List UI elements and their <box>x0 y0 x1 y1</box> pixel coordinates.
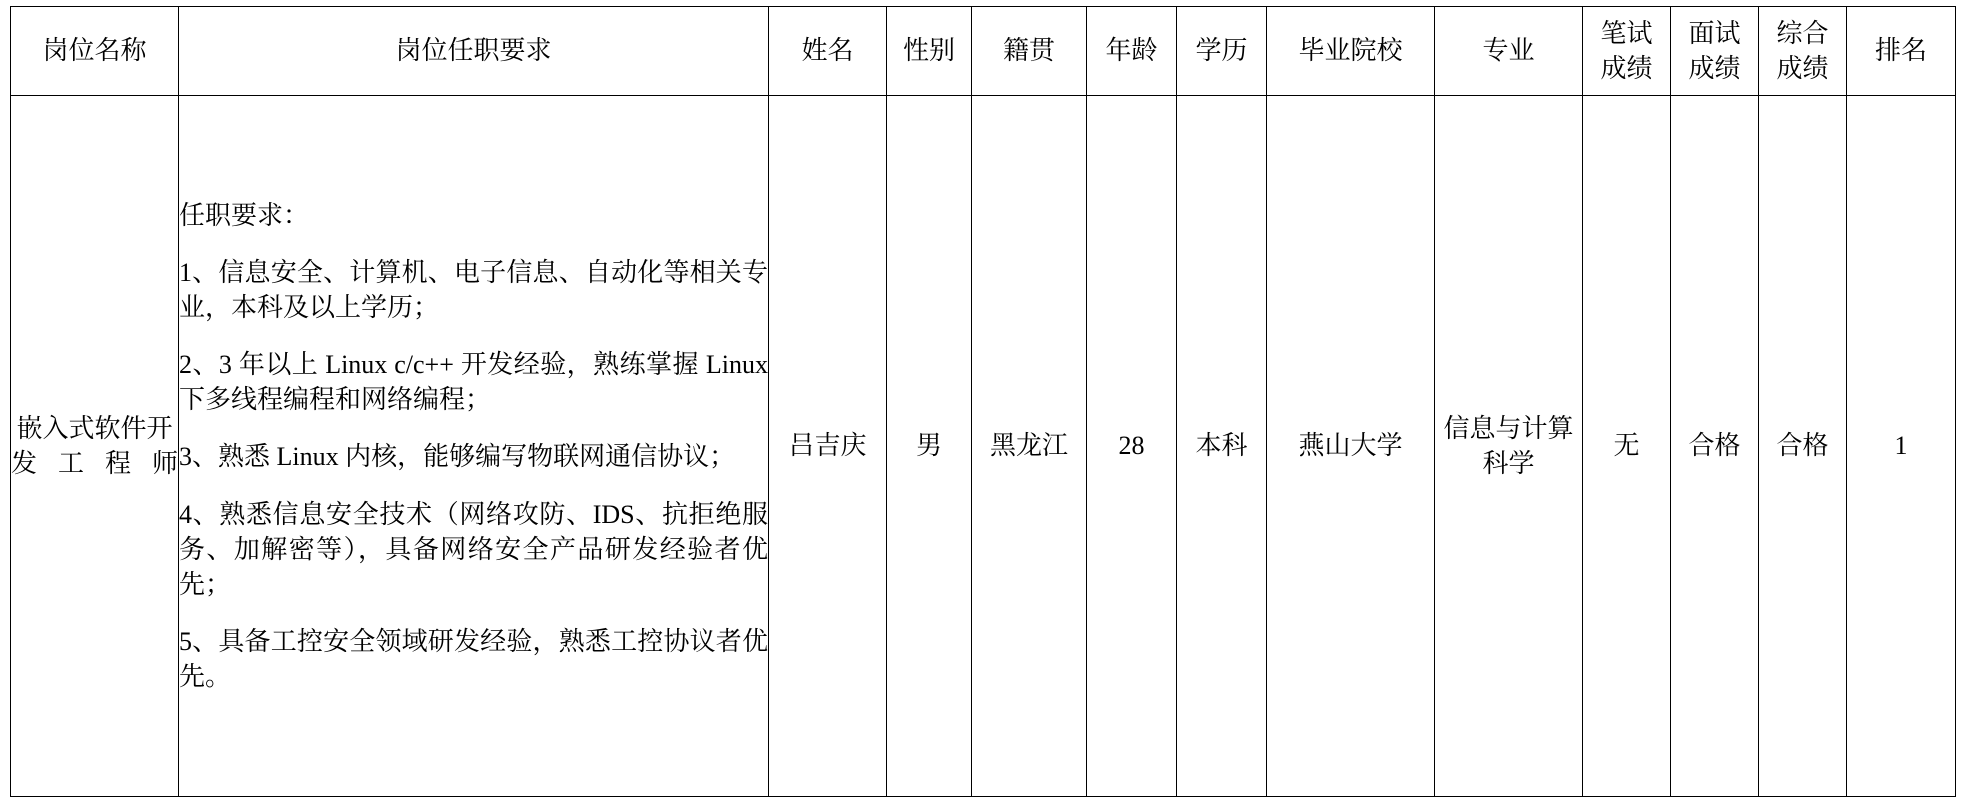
requirements-title: 任职要求： <box>179 200 310 230</box>
cell-age: 28 <box>1087 96 1177 797</box>
requirement-item-1: 1、信息安全、计算机、电子信息、自动化等相关专业，本科及以上学历； <box>179 258 768 323</box>
cell-origin: 黑龙江 <box>972 96 1087 797</box>
table-header-row <box>11 7 1956 96</box>
column-header-interview-score-line2: 成绩 <box>1688 54 1741 83</box>
column-header-overall-score-line1: 综合 <box>1776 18 1829 48</box>
cell-school: 燕山大学 <box>1267 96 1435 797</box>
requirement-item-2: 2、3 年以上 Linux c/c++ 开发经验，熟练掌握 Linux 下多线程编程和网络编程； <box>179 350 768 415</box>
column-header-rank: 排名 <box>1847 7 1956 96</box>
column-header-written-score-line2: 成绩 <box>1600 54 1653 83</box>
column-header-major: 专业 <box>1435 7 1583 96</box>
recruitment-result-table <box>10 6 1956 797</box>
cell-name: 吕吉庆 <box>769 96 887 797</box>
cell-major: 信息与计算科学 <box>1435 96 1583 797</box>
column-header-written-score <box>1583 7 1671 96</box>
cell-gender: 男 <box>887 96 972 797</box>
column-header-education: 学历 <box>1177 7 1267 96</box>
column-header-written-score-line1: 笔试 <box>1600 18 1653 48</box>
column-header-gender: 性别 <box>887 7 972 96</box>
table-row <box>11 96 1956 797</box>
cell-rank: 1 <box>1847 96 1956 797</box>
column-header-interview-score-line1: 面试 <box>1688 18 1741 48</box>
table-header <box>11 7 1956 96</box>
cell-written-score: 无 <box>1583 96 1671 797</box>
column-header-age: 年龄 <box>1087 7 1177 96</box>
requirement-item-5: 5、具备工控安全领域研发经验，熟悉工控协议者优先。 <box>179 626 768 691</box>
cell-post: 嵌入式软件开发工程师 <box>11 96 179 797</box>
cell-education: 本科 <box>1177 96 1267 797</box>
cell-overall-score: 合格 <box>1759 96 1847 797</box>
column-header-post: 岗位名称 <box>11 7 179 96</box>
column-header-interview-score <box>1671 7 1759 96</box>
requirement-item-4: 4、熟悉信息安全技术（网络攻防、IDS、抗拒绝服务、加解密等），具备网络安全产品研发经验者优先； <box>179 499 768 599</box>
column-header-school: 毕业院校 <box>1267 7 1435 96</box>
column-header-overall-score <box>1759 7 1847 96</box>
column-header-origin: 籍贯 <box>972 7 1087 96</box>
column-header-name: 姓名 <box>769 7 887 96</box>
table-body <box>11 96 1956 797</box>
column-header-overall-score-line2: 成绩 <box>1776 54 1829 83</box>
column-header-requirements: 岗位任职要求 <box>179 7 769 96</box>
requirement-item-3: 3、熟悉 Linux 内核，能够编写物联网通信协议； <box>179 442 736 472</box>
cell-interview-score: 合格 <box>1671 96 1759 797</box>
cell-requirements <box>179 96 769 797</box>
